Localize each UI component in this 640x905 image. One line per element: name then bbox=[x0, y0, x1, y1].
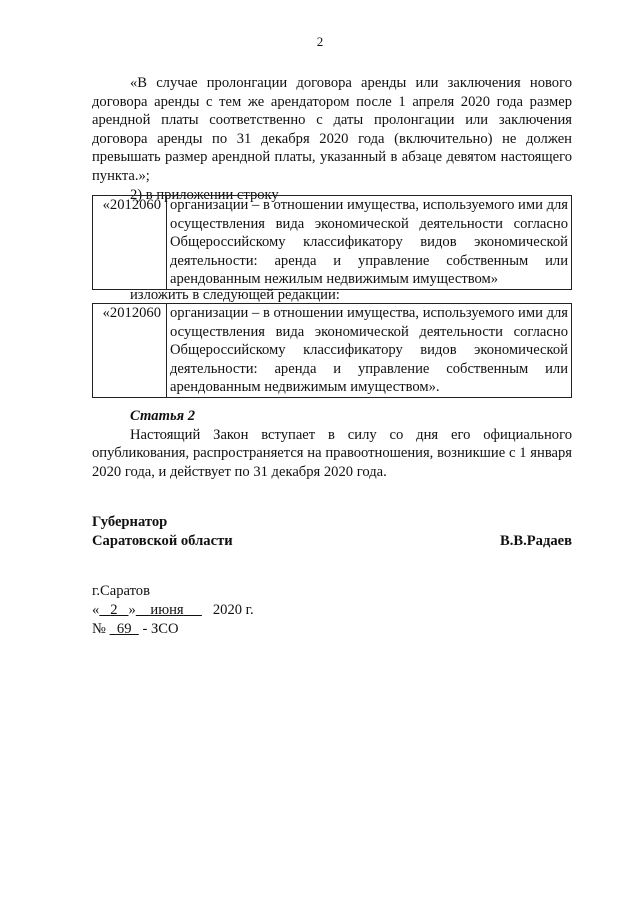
amendment-text bbox=[92, 74, 572, 204]
date-month: июня bbox=[150, 602, 184, 618]
footer-number bbox=[92, 620, 392, 639]
table-row bbox=[93, 196, 572, 290]
date-open-quote: « bbox=[92, 602, 100, 618]
number-prefix: № bbox=[92, 621, 106, 637]
number-value: 69 bbox=[116, 621, 132, 637]
article-text: Настоящий Закон вступает в силу со дня его официального опубликования, распространяется на правоотношения, возникшие с 1 января 2020 года, и действует по 31 декабря 2020 года. bbox=[92, 426, 572, 480]
old-row-table bbox=[92, 195, 572, 290]
replace-phrase: изложить в следующей редакции: bbox=[130, 287, 340, 303]
date-day: 2 bbox=[110, 602, 118, 618]
footer-city: г.Саратов bbox=[92, 583, 150, 599]
item-2: 2) в приложении строку bbox=[130, 186, 279, 203]
signature-title-1: Губернатор bbox=[92, 514, 168, 530]
signature-title-2: Саратовской области bbox=[92, 533, 233, 549]
new-row-text: организации – в отношении имущества, используемого ими для осуществления вида экономической деятельности согласно Общероссийскому классификатору видов экономической деятельности: аренда и управление собственным или арендованным недвижимым имуществом». bbox=[167, 304, 572, 398]
new-row-table bbox=[92, 303, 572, 398]
footer-date bbox=[92, 601, 392, 620]
article-2 bbox=[92, 407, 572, 481]
old-row-code: «2012060 bbox=[93, 196, 167, 290]
replace-line bbox=[92, 286, 572, 305]
old-row-text: организации – в отношении имущества, используемого ими для осуществления вида экономической деятельности согласно Общероссийскому классификатору видов экономической деятельности: аренда и управление собственным или арендованным нежилым недвижимым имуществом» bbox=[167, 196, 572, 290]
date-year: 2020 г. bbox=[212, 602, 254, 618]
page-number: 2 bbox=[316, 34, 324, 49]
signature-name: В.В.Радаев bbox=[499, 533, 572, 549]
number-suffix: - ЗСО bbox=[142, 621, 179, 637]
new-row-code: «2012060 bbox=[93, 304, 167, 398]
date-close-quote: » bbox=[128, 602, 136, 618]
signature-block bbox=[92, 513, 572, 551]
quote-paragraph: «В случае пролонгации договора аренды или заключения нового договора аренды с тем же арендатором после 1 апреля 2020 года размер арендной платы соответственно с даты пролонгации или заключения договора аренды по 31 декабря 2020 года (включительно) не должен превышать размер арендной платы, указанный в абзаце девятом настоящего пункта.»; bbox=[92, 75, 572, 184]
article-title: Статья 2 bbox=[130, 408, 196, 424]
footer-block bbox=[92, 582, 392, 639]
table-row bbox=[93, 304, 572, 398]
